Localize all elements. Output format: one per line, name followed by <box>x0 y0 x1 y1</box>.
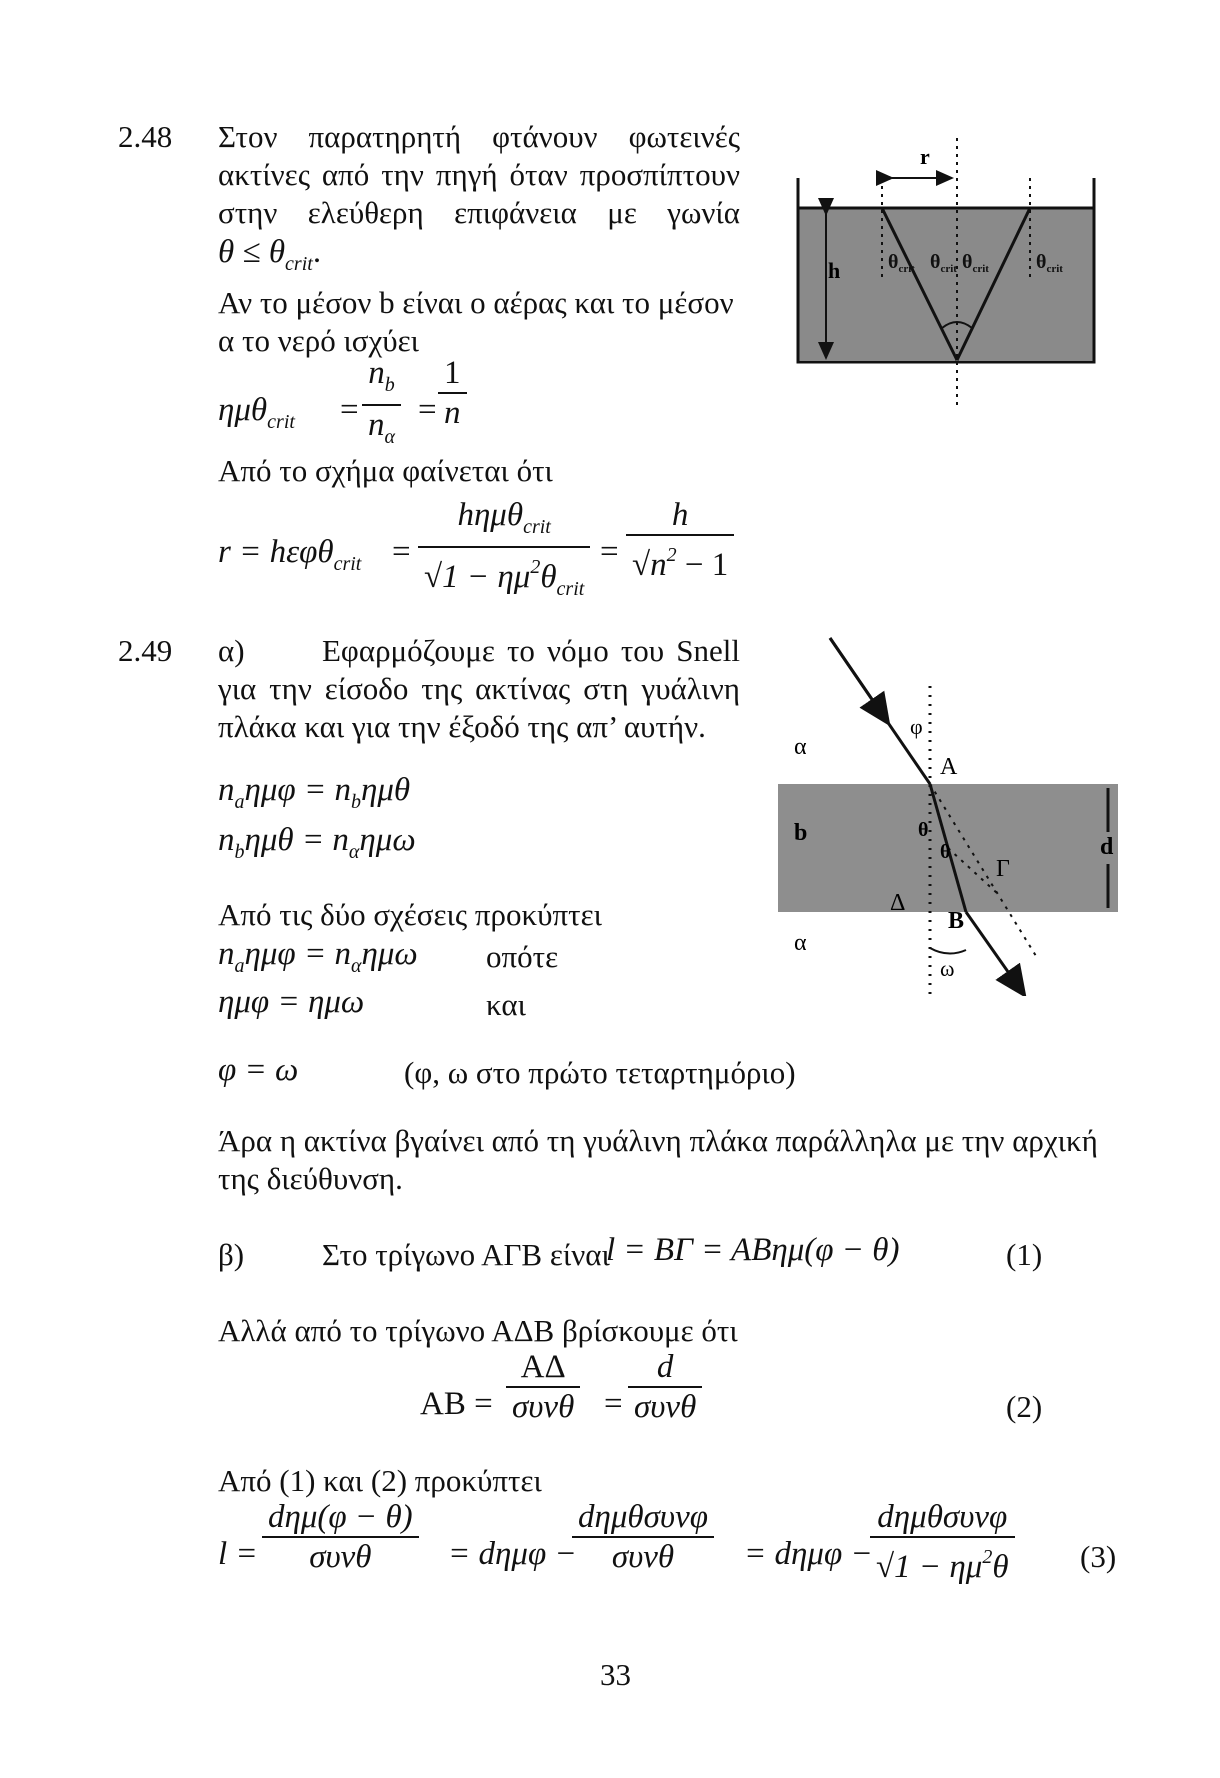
theta-label: θ <box>918 819 929 841</box>
fraction-hsin-over-root: hημθ$_{crit}$ $√1 - \eta\mu^2\theta_{crit}$ <box>418 496 590 608</box>
text-line: στην ελεύθερη επιφάνεια με γωνία <box>218 195 740 230</box>
equation-number: (2) <box>1006 1389 1043 1424</box>
equation-number: (3) <box>1080 1539 1117 1574</box>
snell-equation-entry: $n_a\eta\mu\varphi = n_b\eta\mu\theta$ <box>218 772 411 813</box>
emergent-ray <box>966 912 1018 986</box>
point-b-label: Β <box>948 908 965 934</box>
critical-angle-lhs: ημθ$_{crit}$ <box>218 392 295 433</box>
text-word: και <box>486 987 526 1022</box>
theta-crit-label: $\theta_{crit}$ <box>962 251 989 275</box>
text-line: Από τις δύο σχέσεις προκύπτει <box>218 897 602 932</box>
point-gamma-label: Γ <box>996 856 1010 882</box>
text-line: Εφαρμόζουμε το νόμο του Snell <box>322 633 740 668</box>
l-middle-term: = dημφ − <box>744 1536 873 1572</box>
fraction-dsin-diff: dημ(φ − θ) συνθ <box>262 1498 419 1576</box>
problem-number-2-49: 2.49 <box>118 633 173 668</box>
ab-lhs: ΑΒ = <box>420 1386 493 1422</box>
equals-sign: = <box>418 392 437 428</box>
fraction-1-n: $\frac{1}{n}$ <box>438 354 467 432</box>
text-word: οπότε <box>486 939 559 974</box>
medium-b: b <box>794 820 808 846</box>
fraction-d-over-cos: d συνθ <box>628 1348 702 1426</box>
figure-critical-angle <box>792 138 1102 408</box>
problem-number-2-48: 2.48 <box>118 119 173 154</box>
l-lhs: l = <box>218 1536 258 1572</box>
point-delta-label: Δ <box>890 890 906 916</box>
equals-sign: = <box>604 1386 623 1422</box>
text-line: Στον παρατηρητή φτάνουν φωτεινές <box>218 119 740 154</box>
text-line: ακτίνες από την πηγή όταν προσπίπτουν <box>218 157 740 192</box>
omega-arc <box>930 948 966 954</box>
page-number: 33 <box>600 1657 631 1692</box>
conclusion-line: της διεύθυνση. <box>218 1161 403 1196</box>
d-label: d <box>1100 834 1114 860</box>
condition-formula: $\theta \le \theta_{crit}$. <box>218 234 322 275</box>
text-line: πλάκα και για την έξοδό της απ’ αυτήν. <box>218 709 706 744</box>
r-formula-lhs: r = hεφθ$_{crit}$ <box>218 534 362 575</box>
theta-label: θ <box>940 841 951 863</box>
conclusion-line: Άρα η ακτίνα βγαίνει από τη γυάλινη πλάκα παράλληλα με την αρχική <box>218 1123 1098 1158</box>
combined-equation: $n_a\eta\mu\varphi = n_\alpha\eta\mu\omega$ <box>218 936 418 977</box>
theta-crit-label: $\theta_{crit}$ <box>930 251 957 275</box>
text-line: Από το σχήμα φαίνεται ότι <box>218 453 553 488</box>
medium-a-bottom: α <box>794 930 807 956</box>
omega-label: ω <box>940 956 955 981</box>
fraction-ad-over-cos: ΑΔ συνθ <box>506 1348 580 1426</box>
fraction-dsincos-over-cos: dημθσυνφ συνθ <box>572 1498 714 1576</box>
h-label: h <box>828 258 841 283</box>
equals-sign: = <box>392 534 411 570</box>
quadrant-note: (φ, ω στο πρώτο τεταρτημόριο) <box>404 1055 796 1090</box>
phi-label: φ <box>910 714 923 739</box>
part-label-b: β) <box>218 1237 245 1272</box>
fraction-h-over-root: $\frac{h}{√n^2 - 1}$ <box>626 496 734 584</box>
theta-crit-label: $\theta_{crit}$ <box>888 251 915 275</box>
theta-crit-label: $\theta_{crit}$ <box>1036 251 1063 275</box>
medium-a-top: α <box>794 734 807 760</box>
equation-number: (1) <box>1006 1237 1043 1272</box>
text-line: α το νερό ισχύει <box>218 323 419 358</box>
figure-glass-slab <box>770 636 1130 996</box>
equals-sign: = <box>600 534 619 570</box>
snell-equation-exit: $n_b\eta\mu\theta = n_\alpha\eta\mu\omega$ <box>218 822 416 863</box>
angle-equality: φ = ω <box>218 1052 299 1088</box>
incident-arrow <box>830 638 882 714</box>
sine-equality: ημφ = ημω <box>218 984 365 1020</box>
text-line: Αλλά από το τρίγωνο ΑΔΒ βρίσκουμε ότι <box>218 1313 738 1348</box>
text-line: Στο τρίγωνο ΑΓΒ είναι <box>322 1237 610 1272</box>
point-a-label: Α <box>940 754 958 780</box>
text-line: για την είσοδο της ακτίνας στη γυάλινη <box>218 671 740 706</box>
text-line: Από (1) και (2) προκύπτει <box>218 1463 542 1498</box>
l-middle-term: = dημφ − <box>448 1536 577 1572</box>
text-line: Αν το μέσον b είναι ο αέρας και το μέσον <box>218 285 734 320</box>
fraction-dsincos-over-root: dημθσυνφ $√1 - \eta\mu^2\theta$ <box>870 1498 1015 1586</box>
part-label-a: α) <box>218 633 245 668</box>
r-label: r <box>920 144 930 169</box>
l-equation: l = ΒΓ = ΑΒημ(φ − θ) <box>606 1232 900 1268</box>
fraction-nb-na: $\frac{n_b}{n_\alpha}$ <box>362 354 401 456</box>
equals-sign: = <box>340 392 359 428</box>
